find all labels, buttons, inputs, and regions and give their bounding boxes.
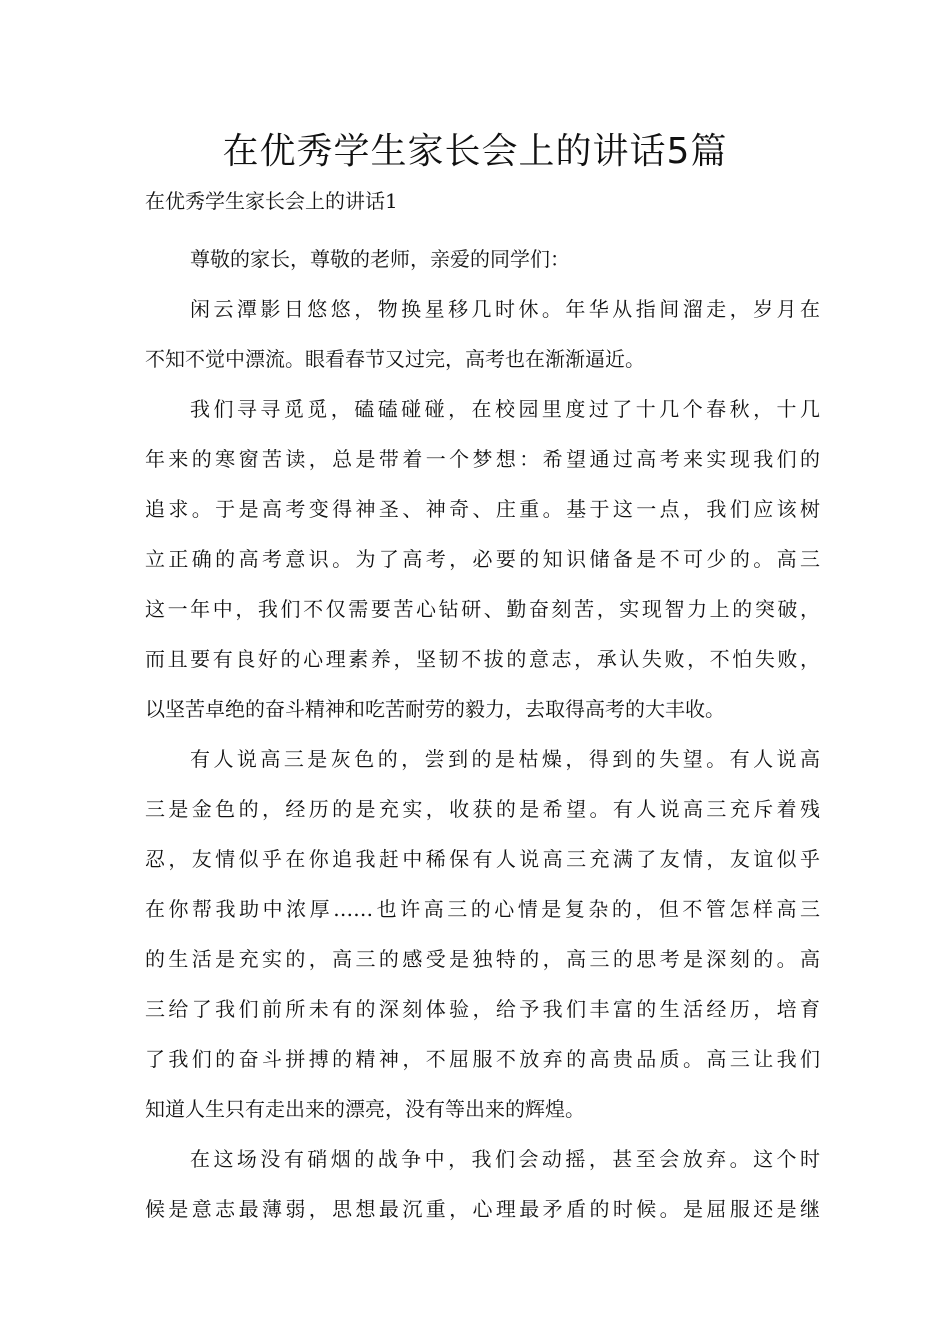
paragraph-line: 忍，友情似乎在你追我赶中稀保有人说高三充满了友情，友谊似乎 [145, 847, 820, 871]
greeting-line: 尊敬的家长，尊敬的老师，亲爱的同学们： [190, 247, 570, 271]
paragraph-line: 在这场没有硝烟的战争中，我们会动摇，甚至会放弃。这个时 [190, 1147, 820, 1171]
paragraph-line: 知道人生只有走出来的漂亮，没有等出来的辉煌。 [145, 1097, 585, 1121]
paragraph-line: 三是金色的，经历的是充实，收获的是希望。有人说高三充斥着残 [145, 797, 820, 821]
section-heading: 在优秀学生家长会上的讲话1 [145, 189, 398, 213]
paragraph-line: 在你帮我助中浓厚……也许高三的心情是复杂的，但不管怎样高三 [145, 897, 820, 921]
paragraph-line: 立正确的高考意识。为了高考，必要的知识储备是不可少的。高三 [145, 547, 820, 571]
paragraph-line: 以坚苦卓绝的奋斗精神和吃苦耐劳的毅力，去取得高考的大丰收。 [145, 697, 725, 721]
paragraph-line: 追求。于是高考变得神圣、神奇、庄重。基于这一点，我们应该树 [145, 497, 820, 521]
paragraph-line: 候是意志最薄弱，思想最沉重，心理最矛盾的时候。是屈服还是继 [145, 1197, 820, 1221]
paragraph-line: 闲云潭影日悠悠，物换星移几时休。年华从指间溜走，岁月在 [190, 297, 820, 321]
paragraph-line: 有人说高三是灰色的，尝到的是枯燥，得到的失望。有人说高 [190, 747, 820, 771]
paragraph-line: 而且要有良好的心理素养，坚韧不拔的意志，承认失败，不怕失败， [145, 647, 820, 671]
paragraph-line: 我们寻寻觅觅，磕磕碰碰，在校园里度过了十几个春秋，十几 [190, 397, 820, 421]
paragraph-line: 不知不觉中漂流。眼看春节又过完，高考也在渐渐逼近。 [145, 347, 645, 371]
paragraph-line: 年来的寒窗苦读，总是带着一个梦想：希望通过高考来实现我们的 [145, 447, 820, 471]
paragraph-line: 这一年中，我们不仅需要苦心钻研、勤奋刻苦，实现智力上的突破， [145, 597, 820, 621]
body-text [145, 234, 820, 1234]
paragraph-line: 三给了我们前所未有的深刻体验，给予我们丰富的生活经历，培育 [145, 997, 820, 1021]
page-title: 在优秀学生家长会上的讲话5篇 [222, 131, 728, 172]
paragraph-line: 的生活是充实的，高三的感受是独特的，高三的思考是深刻的。高 [145, 947, 820, 971]
paragraph-line: 了我们的奋斗拼搏的精神，不屈服不放弃的高贵品质。高三让我们 [145, 1047, 820, 1071]
